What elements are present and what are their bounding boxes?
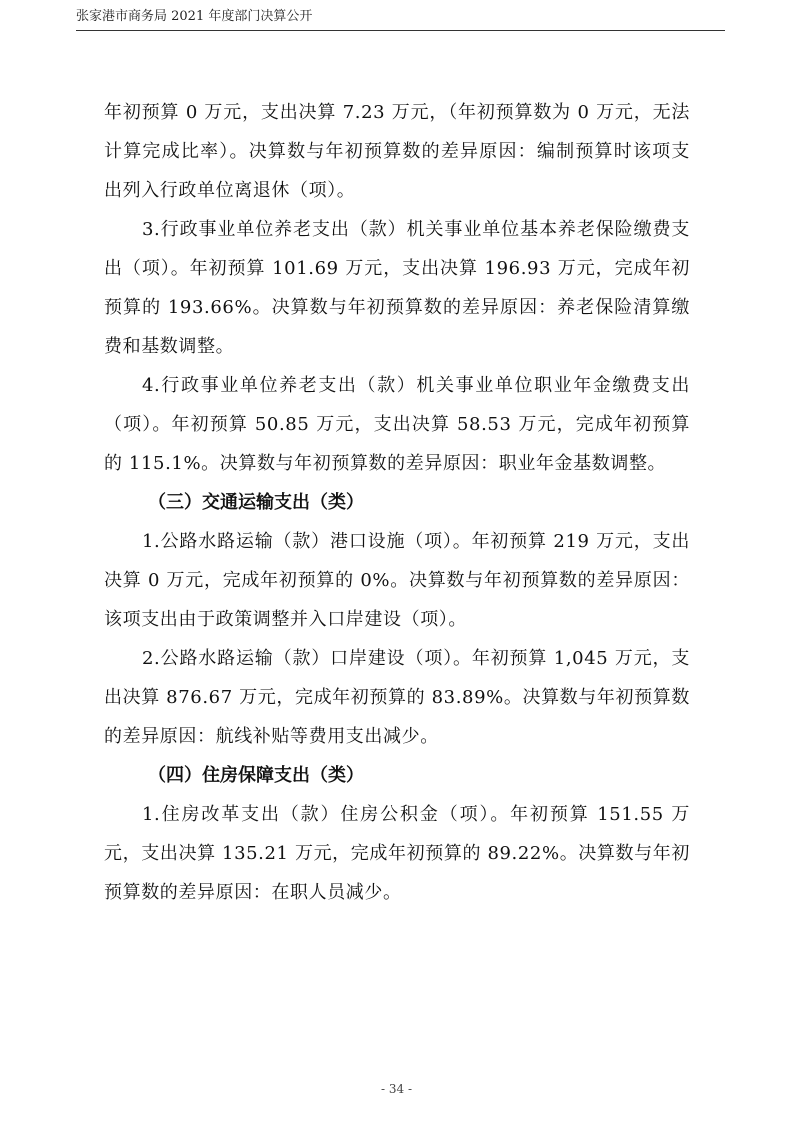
page-number: - 34 - — [380, 1082, 412, 1096]
paragraph-housing-fund: 1.住房改革支出（款）住房公积金（项）。年初预算 151.55 万元，支出决算 135.21 万元，完成年初预算的 89.22%。决算数与年初预算数的差异原因：在职人员减少。 — [104, 804, 690, 903]
paragraph-port-construction: 2.公路水路运输（款）口岸建设（项）。年初预算 1,045 万元，支出决算 876.67 万元，完成年初预算的 83.89%。决算数与年初预算数的差异原因：航线补贴等费用支出减少。 — [104, 648, 690, 747]
paragraph-port-facilities: 1.公路水路运输（款）港口设施（项）。年初预算 219 万元，支出决算 0 万元，完成年初预算的 0%。决算数与年初预算数的差异原因：该项支出由于政策调整并入口岸建设（项）。 — [104, 531, 690, 630]
paragraph-continued: 年初预算 0 万元，支出决算 7.23 万元，（年初预算数为 0 万元，无法计算完成比率）。决算数与年初预算数的差异原因：编制预算时该项支出列入行政单位离退休（项）。 — [104, 102, 690, 201]
section-heading-transport: （三）交通运输支出（类） — [148, 492, 364, 513]
page-header: 张家港市商务局 2021 年度部门决算公开 — [76, 9, 313, 24]
section-heading-housing: （四）住房保障支出（类） — [148, 765, 364, 786]
paragraph-pension-occupational: 4.行政事业单位养老支出（款）机关事业单位职业年金缴费支出（项）。年初预算 50.85 万元，支出决算 58.53 万元，完成年初预算的 115.1%。决算数与年初预算数的差异原因：职业年金基数调整。 — [104, 375, 690, 474]
document-body — [104, 93, 690, 912]
header-divider — [76, 30, 725, 31]
paragraph-pension-basic: 3.行政事业单位养老支出（款）机关事业单位基本养老保险缴费支出（项）。年初预算 101.69 万元，支出决算 196.93 万元，完成年初预算的 193.66%。决算数与年初预算数的差异原因：养老保险清算缴费和基数调整。 — [104, 219, 690, 357]
